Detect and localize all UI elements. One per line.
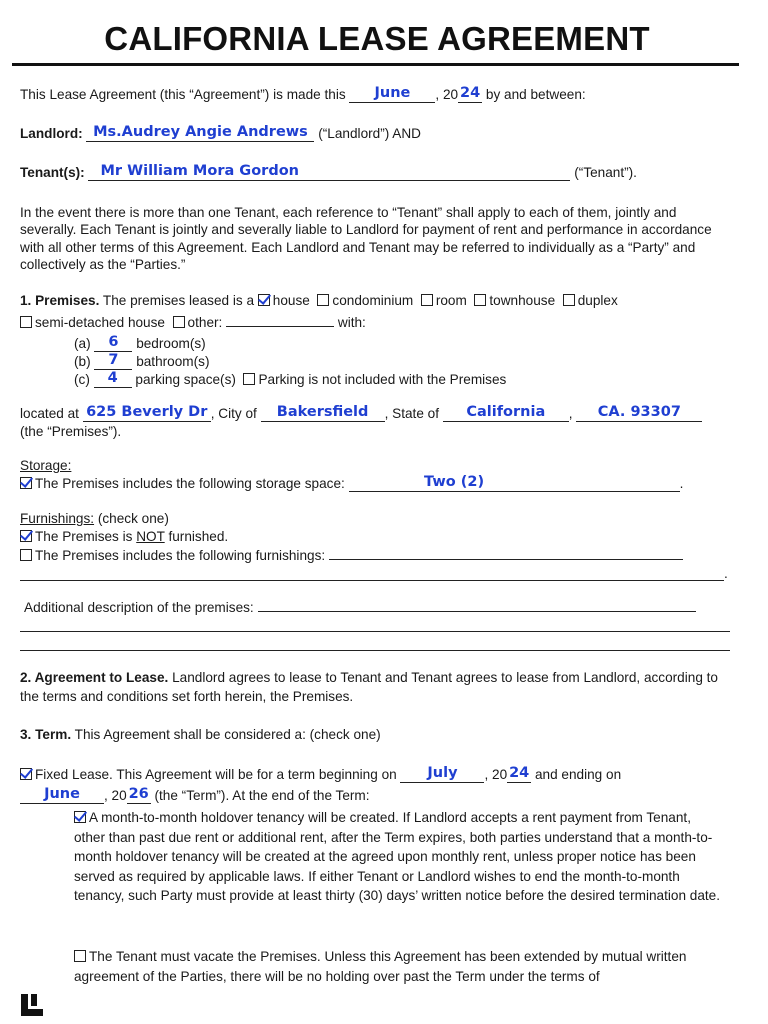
term-end-month-field[interactable]: June bbox=[20, 789, 104, 804]
semi-detached-checkbox[interactable] bbox=[20, 316, 32, 328]
storage-line: The Premises includes the following storage space: Two (2) . bbox=[20, 476, 683, 492]
premises-type-line: 1. Premises. The premises leased is a house condominium room townhouse duplex bbox=[20, 293, 618, 308]
state-field[interactable]: California bbox=[443, 407, 569, 422]
furnishings-extra-line[interactable] bbox=[20, 580, 724, 581]
agreement-month-field[interactable]: June bbox=[349, 88, 435, 103]
other-type-field[interactable] bbox=[226, 326, 334, 327]
bathrooms-line: (b) 7 bathroom(s) bbox=[74, 352, 210, 369]
townhouse-checkbox[interactable] bbox=[474, 294, 486, 306]
must-vacate-paragraph: The Tenant must vacate the Premises. Unless this Agreement has been extended by mutual written agreement of the Parties, there will be no holding over past the Term under the terms of bbox=[74, 949, 687, 984]
house-checkbox[interactable] bbox=[258, 294, 270, 306]
furnishings-includes-checkbox[interactable] bbox=[20, 549, 32, 561]
premises-definition: (the “Premises”). bbox=[20, 424, 122, 439]
term-end-line: June , 20 26 (the “Term”). At the end of the Term: bbox=[20, 788, 370, 804]
month-to-month-paragraph: A month-to-month holdover tenancy will be created. If Landlord accepts a rent payment from Tenant, other than past due rent or additional rent, after the Term expires, both parties understand that a month-to-month holdover tenancy will be created at the agreed upon monthly rent, unless proper notice has been served as required by applicable laws. If either Tenant or Landlord wishes to end the month-to-month tenancy, such Party must provide at least thirty (30) days’ written notice before the desired termination date. bbox=[74, 810, 721, 904]
furnishings-period: . bbox=[724, 566, 728, 581]
condominium-checkbox[interactable] bbox=[317, 294, 329, 306]
intro-line: This Lease Agreement (this “Agreement”) is made this June , 20 24 by and between: bbox=[20, 85, 586, 102]
storage-heading: Storage: bbox=[20, 458, 72, 473]
storage-checkbox[interactable] bbox=[20, 477, 32, 489]
term-start-year-field[interactable]: 24 bbox=[509, 765, 530, 781]
furnishings-field[interactable] bbox=[329, 559, 683, 560]
storage-field[interactable]: Two (2) bbox=[349, 477, 680, 492]
additional-description-line-2[interactable] bbox=[20, 631, 730, 632]
document-title: CALIFORNIA LEASE AGREEMENT bbox=[104, 20, 650, 57]
landlord-line: Landlord: Ms.Audrey Angie Andrews (“Landlord”) AND bbox=[20, 124, 421, 141]
term-start-month-field[interactable]: July bbox=[400, 768, 484, 783]
city-field[interactable]: Bakersfield bbox=[261, 407, 385, 422]
fixed-lease-checkbox[interactable] bbox=[20, 768, 32, 780]
parking-not-included-checkbox[interactable] bbox=[243, 373, 255, 385]
bedrooms-field[interactable]: 6 bbox=[94, 337, 132, 352]
address-line: located at 625 Beverly Dr , City of Bakersfield , State of California , CA. 93307 bbox=[20, 406, 702, 422]
furnishings-includes-line: The Premises includes the following furnishings: bbox=[20, 548, 683, 563]
additional-description-line-3[interactable] bbox=[20, 650, 730, 651]
term-heading-line: 3. Term. This Agreement shall be considered a: (check one) bbox=[20, 727, 381, 742]
bedrooms-line: (a) 6 bedroom(s) bbox=[74, 334, 206, 351]
agreement-year-field[interactable]: 24 bbox=[460, 85, 481, 101]
landlord-name-field[interactable]: Ms.Audrey Angie Andrews bbox=[86, 127, 314, 142]
tenant-line: Tenant(s): Mr William Mora Gordon (“Tenant”). bbox=[20, 163, 637, 180]
lawdistrict-logo-icon bbox=[20, 993, 44, 1017]
duplex-checkbox[interactable] bbox=[563, 294, 575, 306]
zip-field[interactable]: CA. 93307 bbox=[576, 407, 702, 422]
parking-field[interactable]: 4 bbox=[94, 373, 132, 388]
other-checkbox[interactable] bbox=[173, 316, 185, 328]
furnishings-heading: Furnishings: (check one) bbox=[20, 511, 169, 526]
room-checkbox[interactable] bbox=[421, 294, 433, 306]
additional-description-field[interactable] bbox=[258, 611, 696, 612]
must-vacate-checkbox[interactable] bbox=[74, 950, 86, 962]
additional-description-line: Additional description of the premises: bbox=[24, 600, 696, 615]
tenant-name-field[interactable]: Mr William Mora Gordon bbox=[88, 166, 570, 181]
parking-line: (c) 4 parking space(s) Parking is not included with the Premises bbox=[74, 370, 507, 387]
title-divider bbox=[12, 63, 739, 66]
fixed-lease-line: Fixed Lease. This Agreement will be for a term beginning on July , 20 24 and ending on bbox=[20, 767, 621, 783]
not-furnished-checkbox[interactable] bbox=[20, 530, 32, 542]
bathrooms-field[interactable]: 7 bbox=[94, 355, 132, 370]
agreement-to-lease-paragraph: 2. Agreement to Lease. Landlord agrees to lease to Tenant and Tenant agrees to lease from Landlord, according to the terms and conditions set forth herein, the Premises. bbox=[20, 670, 718, 704]
term-end-year-field[interactable]: 26 bbox=[128, 786, 149, 802]
not-furnished-line: The Premises is NOT furnished. bbox=[20, 529, 228, 544]
multi-tenant-paragraph: In the event there is more than one Tenant, each reference to “Tenant” shall apply to each of them, jointly and severally. Each Tenant is jointly and severally liable to Landlord for payment of rent and performance in accordance with all other terms of this Agreement. Each Landlord and Tenant may be referred to individually as a “Party” and collectively as the “Parties.” bbox=[20, 205, 712, 272]
month-to-month-checkbox[interactable] bbox=[74, 811, 86, 823]
premises-type-line-2: semi-detached house other: with: bbox=[20, 315, 366, 330]
address-field[interactable]: 625 Beverly Dr bbox=[83, 407, 211, 422]
